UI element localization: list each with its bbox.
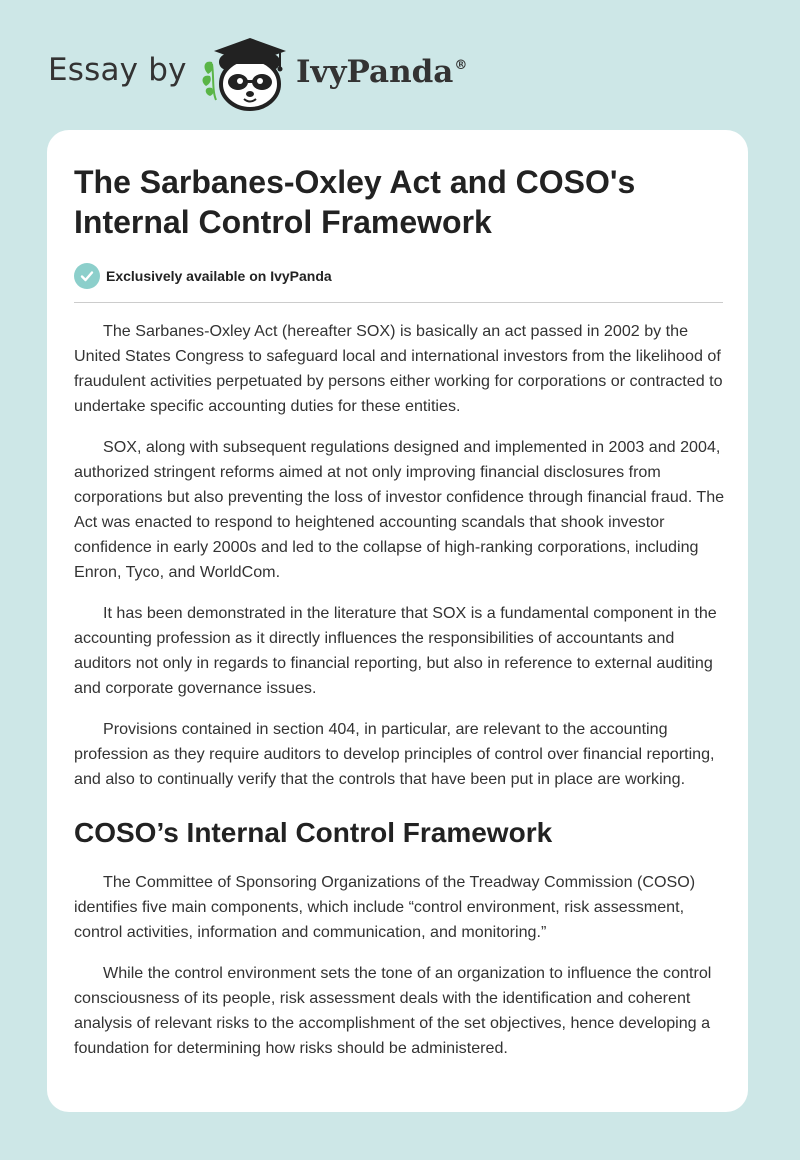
paragraph: While the control environment sets the tone of an organization to influence the control consciousness of its people, risk assessment deals with the identification and coherent analysis of relevant risks to the accomplishment of the set objectives, hence developing a foundation for determining how risks should be administered. — [74, 964, 712, 1057]
paragraph: The Committee of Sponsoring Organizations of the Treadway Commission (COSO) identifies five main components, which include “control environment, risk assessment, control activities, information and communication, and monitoring.” — [74, 873, 696, 941]
panda-graduate-logo-icon[interactable] — [200, 34, 292, 112]
brand-text: IvyPanda — [296, 54, 454, 90]
exclusive-badge — [74, 263, 332, 289]
site-header — [48, 30, 748, 110]
paragraph: Provisions contained in section 404, in particular, are relevant to the accounting profession as they require auditors to develop principles of control over financial reporting, and also to continually verify that the controls that have been put in place are working. — [74, 720, 715, 788]
essay-card — [47, 130, 748, 1112]
page-title: The Sarbanes-Oxley Act and COSO's Internal Control Framework — [74, 164, 636, 240]
registered-mark: ® — [454, 58, 468, 73]
paragraph: SOX, along with subsequent regulations designed and implemented in 2003 and 2004, authorized stringent reforms aimed at not only improving financial disclosures from corporations but also preventing the loss of investor confidence through financial fraud. The Act was enacted to respond to heightened accounting scandals that shook investor confidence in early 2000s and led to the collapse of high-ranking corporations, including Enron, Tyco, and WorldCom. — [74, 438, 725, 581]
paragraph: The Sarbanes-Oxley Act (hereafter SOX) is basically an act passed in 2002 by the United States Congress to safeguard local and international investors from the likelihood of fraudulent activities perpetuated by persons either working for corporations or contracted to undertake specific accounting duties for these entities. — [74, 322, 723, 415]
essay-body — [74, 319, 726, 1077]
section-heading: COSO’s Internal Control Framework — [74, 817, 553, 848]
divider — [74, 302, 723, 303]
brand-name[interactable] — [296, 54, 467, 90]
check-circle-icon — [74, 263, 100, 289]
essay-by-label: Essay by — [48, 52, 187, 88]
exclusive-label: Exclusively available on IvyPanda — [106, 268, 332, 284]
paragraph: It has been demonstrated in the literature that SOX is a fundamental component in the accounting profession as it directly influences the responsibilities of accountants and auditors not only in regards to financial reporting, but also in reference to external auditing and corporate governance issues. — [74, 604, 717, 697]
